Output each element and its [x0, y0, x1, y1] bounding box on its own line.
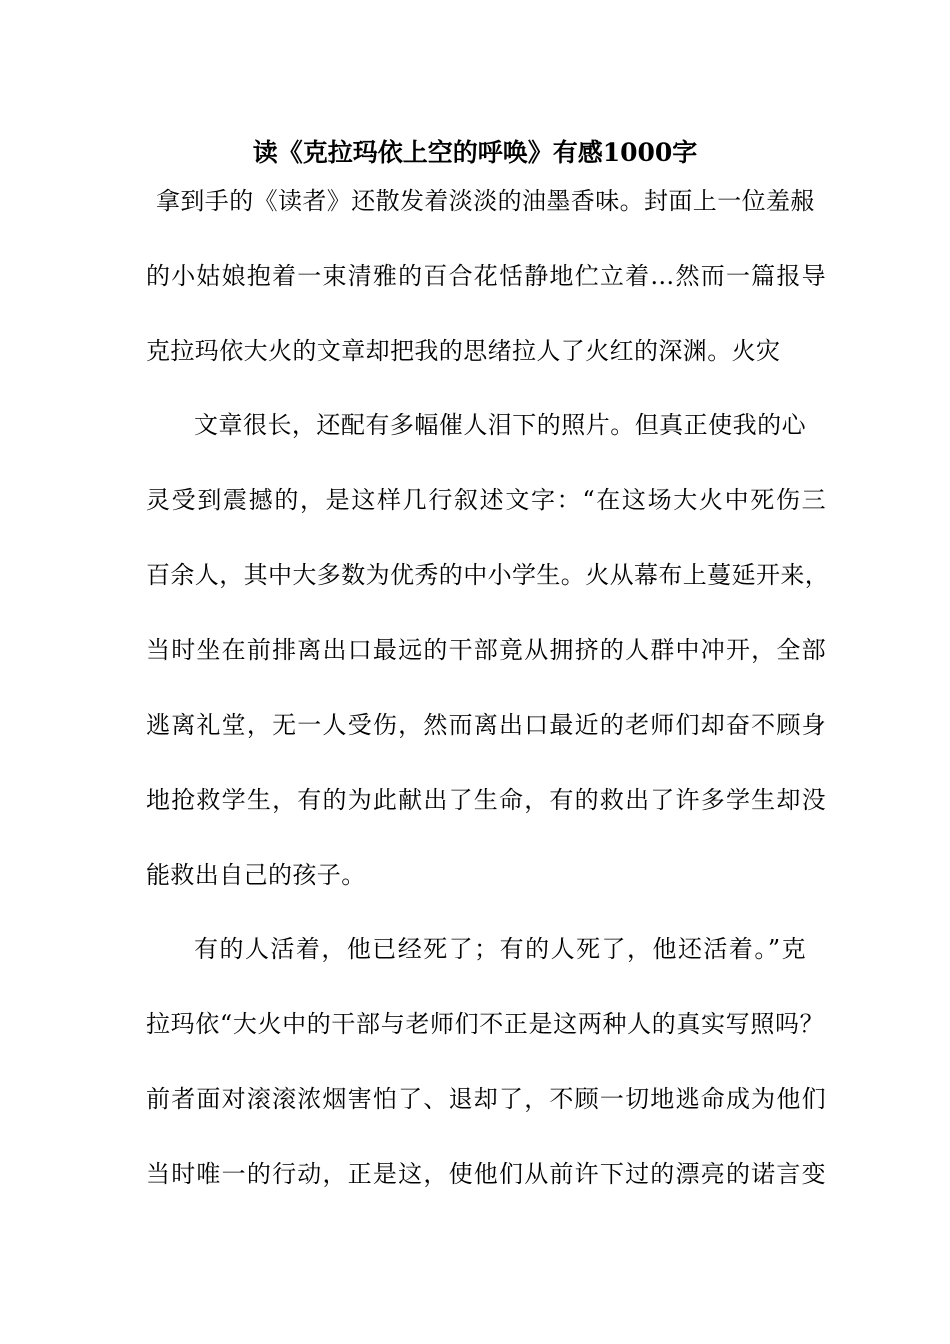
paragraph-line-5: 灵受到震撼的，是这样几行叙述文字：“在这场大火中死伤三 — [146, 486, 826, 514]
paragraph-line-1: 拿到手的《读者》还散发着淡淡的油墨香味。封面上一位羞赧 — [156, 187, 815, 215]
document-title: 读《克拉玛依上空的呼唤》有感1000字 — [252, 138, 698, 167]
paragraph-line-3: 克拉玛依大火的文章却把我的思绪拉人了火红的深渊。火灾 — [146, 337, 781, 365]
paragraph-line-13: 前者面对滚滚浓烟害怕了、退却了，不顾一切地逃命成为他们 — [146, 1085, 826, 1113]
paragraph-line-14: 当时唯一的行动，正是这，使他们从前许下过的漂亮的诺言变 — [146, 1160, 826, 1188]
paragraph-line-8: 逃离礼堂，无一人受伤，然而离出口最近的老师们却奋不顾身 — [146, 711, 826, 739]
paragraph-line-4: 文章很长，还配有多幅催人泪下的照片。但真正使我的心 — [194, 411, 806, 439]
paragraph-line-7: 当时坐在前排离出口最远的干部竟从拥挤的人群中冲开，全部 — [146, 636, 826, 664]
paragraph-line-6: 百余人，其中大多数为优秀的中小学生。火从幕布上蔓延开来， — [146, 561, 830, 589]
paragraph-line-2: 的小姑娘抱着一束清雅的百合花恬静地伫立着…然而一篇报导 — [146, 262, 826, 290]
paragraph-line-12: 拉玛依“大火中的干部与老师们不正是这两种人的真实写照吗？ — [146, 1010, 824, 1038]
paragraph-line-10: 能救出自己的孩子。 — [146, 861, 366, 889]
paragraph-line-11: 有的人活着，他已经死了；有的人死了，他还活着。”克 — [194, 935, 806, 963]
paragraph-line-9: 地抢救学生，有的为此献出了生命，有的救出了许多学生却没 — [146, 786, 826, 814]
